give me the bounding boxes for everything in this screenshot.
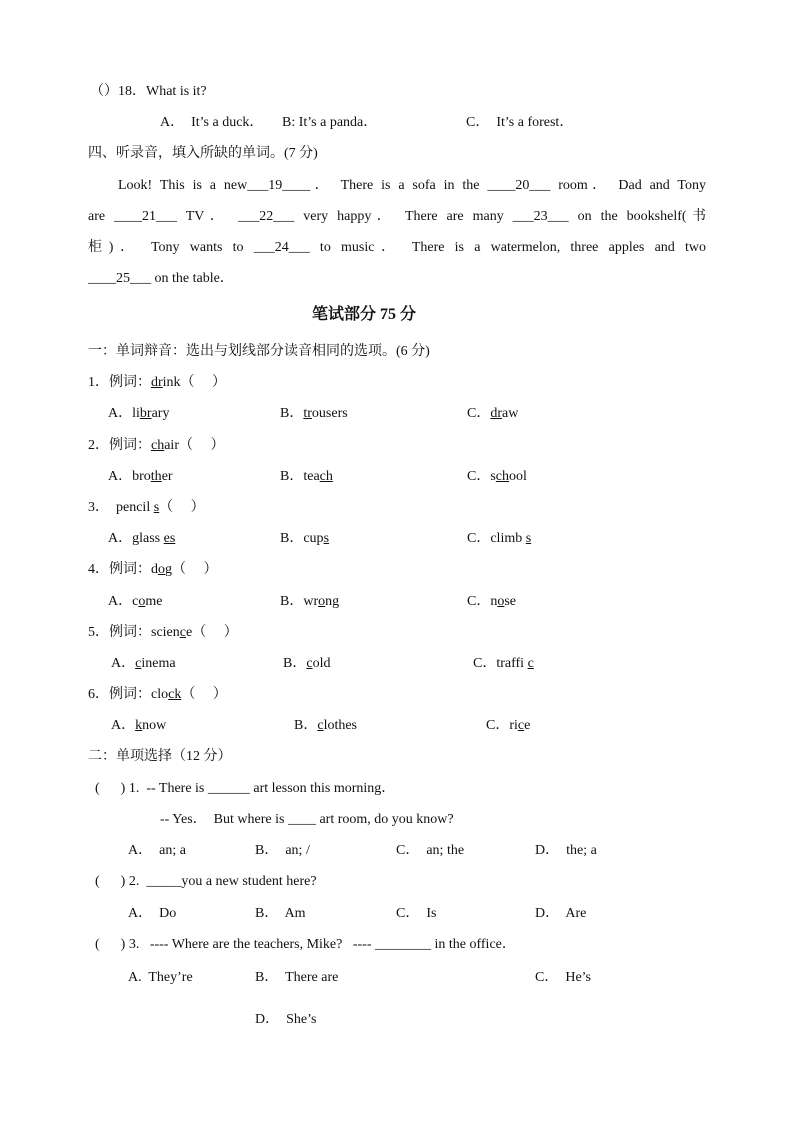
phonics-q3-option-c: C．climb s bbox=[467, 531, 532, 546]
phonics-q3-option-a: A．glass es bbox=[108, 531, 176, 546]
phonics-q4: 4．例词：dog（ ） bbox=[88, 562, 218, 577]
choice-q3-option-c: C． He’s bbox=[535, 970, 591, 985]
phonics-q4-option-c: C．nose bbox=[467, 594, 517, 609]
choice-q3-option-d: D． She’s bbox=[255, 1012, 317, 1027]
choice-q3-option-b: B． There are bbox=[255, 970, 339, 985]
phonics-q4-option-b: B．wrong bbox=[280, 594, 340, 609]
cloze-line-3: 柜)． Tony wants to ___24___ to music． There is a watermelon, three apples and two bbox=[88, 240, 706, 255]
phonics-q6-option-c: C．rice bbox=[486, 718, 531, 733]
phonics-q4-option-a: A．come bbox=[108, 594, 163, 609]
q18-option-a: A． It’s a duck． bbox=[160, 115, 264, 130]
phonics-q6: 6．例词：clock（ ） bbox=[88, 687, 227, 702]
question-18-stem: （）18．What is it? bbox=[90, 84, 207, 99]
phonics-q1-option-c: C．draw bbox=[467, 406, 519, 421]
choice-q3-stem: ( ) 3. ---- Where are the teachers, Mike? ---- ________ in the office． bbox=[95, 937, 516, 952]
choice-q1-option-b: B． an; / bbox=[255, 843, 310, 858]
written-part-title: 笔试部分 75 分 bbox=[312, 306, 417, 323]
phonics-q5-option-c: C．traffi c bbox=[473, 656, 534, 671]
choice-q1-option-a: A． an; a bbox=[128, 843, 186, 858]
choice-q1-option-c: C． an; the bbox=[396, 843, 465, 858]
q18-option-c: C． It’s a forest． bbox=[466, 115, 574, 130]
phonics-q6-option-b: B．clothes bbox=[294, 718, 358, 733]
choice-heading: 二：单项选择（12 分） bbox=[88, 749, 232, 764]
cloze-line-2: are ____21___ TV． ___22___ very happy． There are many ___23___ on the bookshelf(书 bbox=[88, 209, 706, 224]
phonics-q1-option-b: B．trousers bbox=[280, 406, 348, 421]
section-4-heading: 四、听录音，填入所缺的单词。(7 分) bbox=[88, 146, 318, 161]
phonics-q2: 2．例词：chair（ ） bbox=[88, 438, 225, 453]
choice-q1-option-d: D． the; a bbox=[535, 843, 597, 858]
cloze-line-4: ____25___ on the table． bbox=[88, 271, 234, 286]
phonics-q5-option-a: A．cinema bbox=[111, 656, 176, 671]
phonics-q2-option-c: C．school bbox=[467, 469, 527, 484]
phonics-q6-option-a: A．know bbox=[111, 718, 167, 733]
choice-q2-option-a: A． Do bbox=[128, 906, 177, 921]
q18-option-b: B: It’s a panda． bbox=[282, 115, 378, 130]
cloze-line-1: Look! This is a new___19____． There is a sofa in the ____20___ room． Dad and Tony bbox=[118, 178, 706, 193]
choice-q2-option-b: B． Am bbox=[255, 906, 306, 921]
phonics-q2-option-b: B．teach bbox=[280, 469, 333, 484]
phonics-q3: 3． pencil s（ ） bbox=[88, 500, 205, 515]
choice-q1-stem-2: -- Yes． But where is ____ art room, do you know? bbox=[160, 812, 454, 827]
choice-q3-option-a: A. They’re bbox=[128, 970, 193, 985]
phonics-q5-option-b: B．cold bbox=[283, 656, 331, 671]
phonics-q3-option-b: B．cups bbox=[280, 531, 330, 546]
phonics-q1: 1．例词：drink（ ） bbox=[88, 375, 227, 390]
phonics-heading: 一：单词辩音：选出与划线部分读音相同的选项。(6 分) bbox=[88, 344, 430, 359]
choice-q2-option-d: D． Are bbox=[535, 906, 587, 921]
choice-q2-stem: ( ) 2. _____you a new student here? bbox=[95, 874, 317, 889]
choice-q2-option-c: C． Is bbox=[396, 906, 437, 921]
phonics-q5: 5．例词：science（ ） bbox=[88, 625, 238, 640]
choice-q1-stem: ( ) 1. -- There is ______ art lesson this morning． bbox=[95, 781, 396, 796]
phonics-q2-option-a: A．brother bbox=[108, 469, 173, 484]
phonics-q1-option-a: A．library bbox=[108, 406, 170, 421]
